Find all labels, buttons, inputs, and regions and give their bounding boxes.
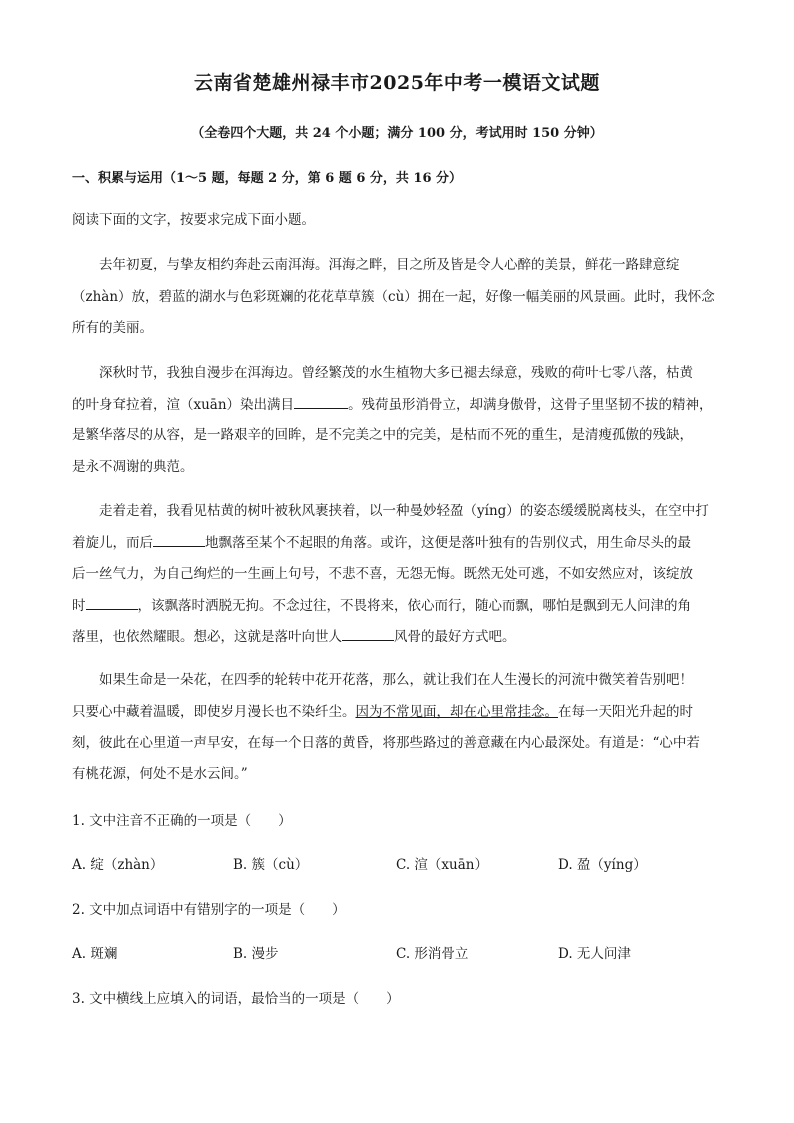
- fill-blank: [153, 533, 205, 547]
- passage-line: 是永不凋谢的典范。: [72, 459, 194, 475]
- option-b: B. 漫步: [233, 946, 279, 962]
- option-d: D. 盈（yíng）: [558, 857, 647, 873]
- passage-line: [72, 627, 726, 646]
- option-a: A. 斑斓: [72, 946, 118, 962]
- passage-line: [72, 703, 726, 721]
- question-stem: 2. 文中加点词语中有错别字的一项是（ ）: [72, 902, 346, 918]
- passage-line: 是繁华落尽的从容，是一路艰辛的回眸，是不完美之中的完美，是枯而不死的重生，是清瘦孤傲的残缺，: [72, 427, 693, 443]
- fill-blank: [342, 627, 394, 641]
- fill-blank: [86, 596, 138, 610]
- passage-line: 如果生命是一朵花，在四季的轮转中花开花落，那么，就让我们在人生漫长的河流中微笑着告别吧！: [99, 672, 693, 688]
- passage-text: 落里，也依然耀眼。想必，这就是落叶向世人: [72, 629, 342, 645]
- option-c: C. 渲（xuān）: [396, 857, 488, 873]
- passage-line: [72, 533, 726, 552]
- exam-info: （全卷四个大题，共 24 个小题；满分 100 分，考试用时 150 分钟）: [191, 126, 603, 141]
- passage-line: 去年初夏，与挚友相约奔赴云南洱海。洱海之畔，目之所及皆是令人心醉的美景，鲜花一路肆意绽: [99, 257, 680, 273]
- page-title: 云南省楚雄州禄丰市2025年中考一模语文试题: [194, 72, 600, 94]
- passage-text: 着旋儿，而后: [72, 535, 153, 551]
- passage-text: 风骨的最好方式吧。: [394, 629, 516, 645]
- passage-text: 的叶身耷拉着，渲（xuān）染出满目: [72, 397, 295, 413]
- passage-line: 深秋时节，我独自漫步在洱海边。曾经繁茂的水生植物大多已褪去绿意，残败的荷叶七零八落，枯黄: [99, 365, 693, 381]
- passage-text: 时: [72, 598, 86, 614]
- question-stem: 3. 文中横线上应填入的词语，最恰当的一项是（ ）: [72, 991, 400, 1007]
- option-d: D. 无人问津: [558, 946, 631, 962]
- option-b: B. 簇（cù）: [233, 857, 309, 873]
- passage-line: 走着走着，我看见枯黄的树叶被秋风裹挟着，以一种曼妙轻盈（yíng）的姿态缓缓脱离枝头，在空中打: [99, 503, 709, 519]
- option-a: A. 绽（zhàn）: [72, 857, 164, 873]
- passage-text: 地飘落至某个不起眼的角落。或许，这便是落叶独有的告别仪式，用生命尽头的最: [205, 535, 691, 551]
- passage-line: 有桃花源，何处不是水云间。”: [72, 766, 248, 782]
- underlined-sentence: 因为不常见面，却在心里常挂念。: [355, 704, 558, 720]
- passage-text: ，该飘落时洒脱无拘。不念过往，不畏将来，依心而行，随心而飘，哪怕是飘到无人问津的角: [137, 598, 691, 614]
- fill-blank: [294, 395, 348, 409]
- passage-text: 在每一天阳光升起的时: [558, 704, 693, 720]
- instruction-text: 阅读下面的文字，按要求完成下面小题。: [72, 212, 315, 228]
- section-heading: 一、积累与运用（1～5 题，每题 2 分，第 6 题 6 分，共 16 分）: [72, 171, 463, 186]
- passage-line: （zhàn）放，碧蓝的湖水与色彩斑斓的花花草草簇（cù）拥在一起，好像一幅美丽的风景画。此时，我怀念: [72, 289, 715, 305]
- question-stem: 1. 文中注音不正确的一项是（ ）: [72, 813, 292, 829]
- passage-text: 。残荷虽形消骨立，却满身傲骨，这骨子里坚韧不拔的精神，: [348, 397, 713, 413]
- option-c: C. 形消骨立: [396, 946, 469, 962]
- passage-text: 只要心中藏着温暖，即使岁月漫长也不染纤尘。: [72, 704, 356, 720]
- passage-line: [72, 395, 726, 414]
- passage-line: 刻，彼此在心里道一声早安，在每一个日落的黄昏，将那些路过的善意藏在内心最深处。有道是：“心中若: [72, 735, 700, 751]
- passage-line: [72, 596, 726, 615]
- passage-line: 所有的美丽。: [72, 320, 153, 336]
- passage-line: 后一丝气力，为自己绚烂的一生画上句号，不悲不喜，无怨无悔。既然无处可逃，不如安然应对，该绽放: [72, 566, 693, 582]
